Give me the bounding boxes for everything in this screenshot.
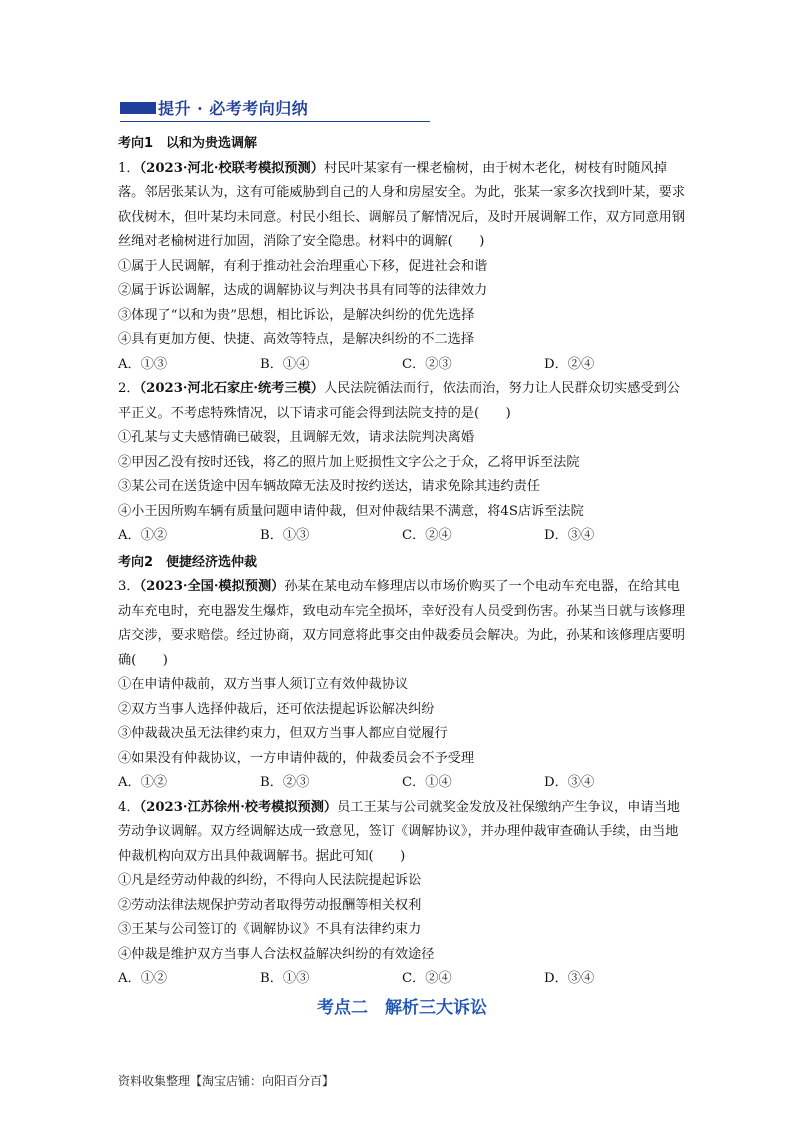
question-source: （2023·河北·校联考模拟预测） [139,160,324,176]
topic-heading-1: 考向1 以和为贵选调解 [118,136,258,151]
question-2 [118,377,686,426]
choice-c: C．②④ [402,528,452,543]
option-statement: ③仲裁裁决虽无法律约束力，但双方当事人都应自觉履行 [118,726,448,741]
topic-heading-2: 考向2 便捷经济选仲裁 [118,554,258,570]
option-statement: ①孔某与丈夫感情确已破裂，且调解无效，请求法院判决离婚 [118,430,475,445]
question-3 [118,575,686,673]
choice-b: B．①③ [260,971,310,986]
choice-d: D．③④ [544,775,595,790]
choice-a: A．①② [118,528,168,543]
question-text: 孙某在某电动车修理店以市场价购买了一个电动车充电器，在给其电动车充电时，充电器发生爆炸，致电动车完全损坏，幸好没有人员受到伤害。孙某当日就与该修理店交涉，要求赔偿。经过协商，双方同意将此事交由仲裁委员会解决。为此，孙某和该修理店要明确( ) [118,579,686,668]
section-title: 提升 · 必考考向归纳 [158,99,309,118]
choice-c: C．①④ [402,775,452,790]
option-statement: ②属于诉讼调解，达成的调解协议与判决书具有同等的法律效力 [118,283,488,298]
option-statement: ③体现了“以和为贵”思想，相比诉讼，是解决纠纷的优先选择 [118,307,475,323]
answer-choices [118,353,686,378]
question-source: （2023·全国·模拟预测） [139,579,285,594]
option-statement: ②劳动法律法规保护劳动者取得劳动报酬等相关权利 [118,897,422,913]
option-statement: ④如果没有仲裁协议，一方申请仲裁的，仲裁委员会不予受理 [118,750,475,766]
choice-d: D．②④ [544,356,595,372]
option-statement: ③王某与公司签订的《调解协议》不具有法律约束力 [118,922,422,937]
question-source: （2023·河北石家庄·统考三模） [139,381,324,396]
option-statement: ③某公司在送货途中因车辆故障无法及时按约送达，请求免除其违约责任 [118,479,540,494]
question-text: 人民法院循法而行，依法而治，努力让人民群众切实感受到公平正义。不考虑特殊情况，以下请求可能会得到法院支持的是( ) [118,381,680,421]
question-source: （2023·江苏徐州·校考模拟预测） [139,799,338,815]
option-statement: ②双方当事人选择仲裁后，还可依法提起诉讼解决纠纷 [118,701,435,717]
option-statement: ①在申请仲裁前，双方当事人须订立有效仲裁协议 [118,677,409,692]
choice-b: B．②③ [260,775,310,790]
option-statement: ①凡是经劳动仲裁的纠纷，不得向人民法院提起诉讼 [118,873,422,888]
option-statement: ④具有更加方便、快捷、高效等特点，是解决纠纷的不二选择 [118,332,475,347]
section-underline [120,121,430,122]
question-text: 员工王某与公司就奖金发放及社保缴纳产生争议，申请当地劳动争议调解。双方经调解达成一致意见，签订《调解协议》，并办理仲裁审查确认手续，由当地仲裁机构向双方出具仲裁调解书。据此可知( ) [118,799,680,864]
choice-d: D．③④ [544,971,595,986]
option-statement: ④小王因所购车辆有质量问题申请仲裁，但对仲裁结果不满意，将4S店诉至法院 [118,503,584,519]
section-marker-block [120,102,156,114]
choice-d: D．③④ [544,528,595,543]
choice-c: C．②③ [402,356,452,372]
choice-b: B．①④ [260,356,310,372]
choice-a: A．①② [118,775,168,790]
option-statement: ②甲因乙没有按时还钱，将乙的照片加上贬损性文字公之于众，乙将甲诉至法院 [118,454,580,470]
section-header [120,96,430,122]
question-number: 2． [118,381,140,396]
choice-b: B．①③ [260,528,310,543]
option-statement: ④仲裁是维护双方当事人合法权益解决纠纷的有效途径 [118,946,435,962]
choice-a: A．①③ [118,356,168,372]
question-4 [118,796,686,870]
option-statement: ①属于人民调解，有利于推动社会治理重心下移，促进社会和谐 [118,258,488,274]
question-number: 4． [118,799,140,815]
page-footer: 资料收集整理【淘宝店铺：向阳百分百】 [118,1074,335,1088]
answer-choices [118,967,686,992]
kaodian-title: 考点二 解析三大诉讼 [317,997,487,1018]
answer-choices [118,524,686,549]
question-1 [118,157,686,255]
question-content [118,130,686,1020]
choice-c: C．②④ [402,971,452,986]
question-number: 3． [118,579,140,594]
choice-a: A．①② [118,971,168,986]
answer-choices [118,771,686,796]
question-number: 1． [118,160,140,176]
question-text: 村民叶某家有一棵老榆树，由于树木老化，树枝有时随风掉落。邻居张某认为，这有可能威胁到自己的人身和房屋安全。为此，张某一家多次找到叶某，要求砍伐树木，但叶某均未同意。村民小组长、调解员了解情况后，及时开展调解工作，双方同意用钢丝绳对老榆树进行加固，消除了安全隐患。材料中的调解( ) [118,160,686,249]
